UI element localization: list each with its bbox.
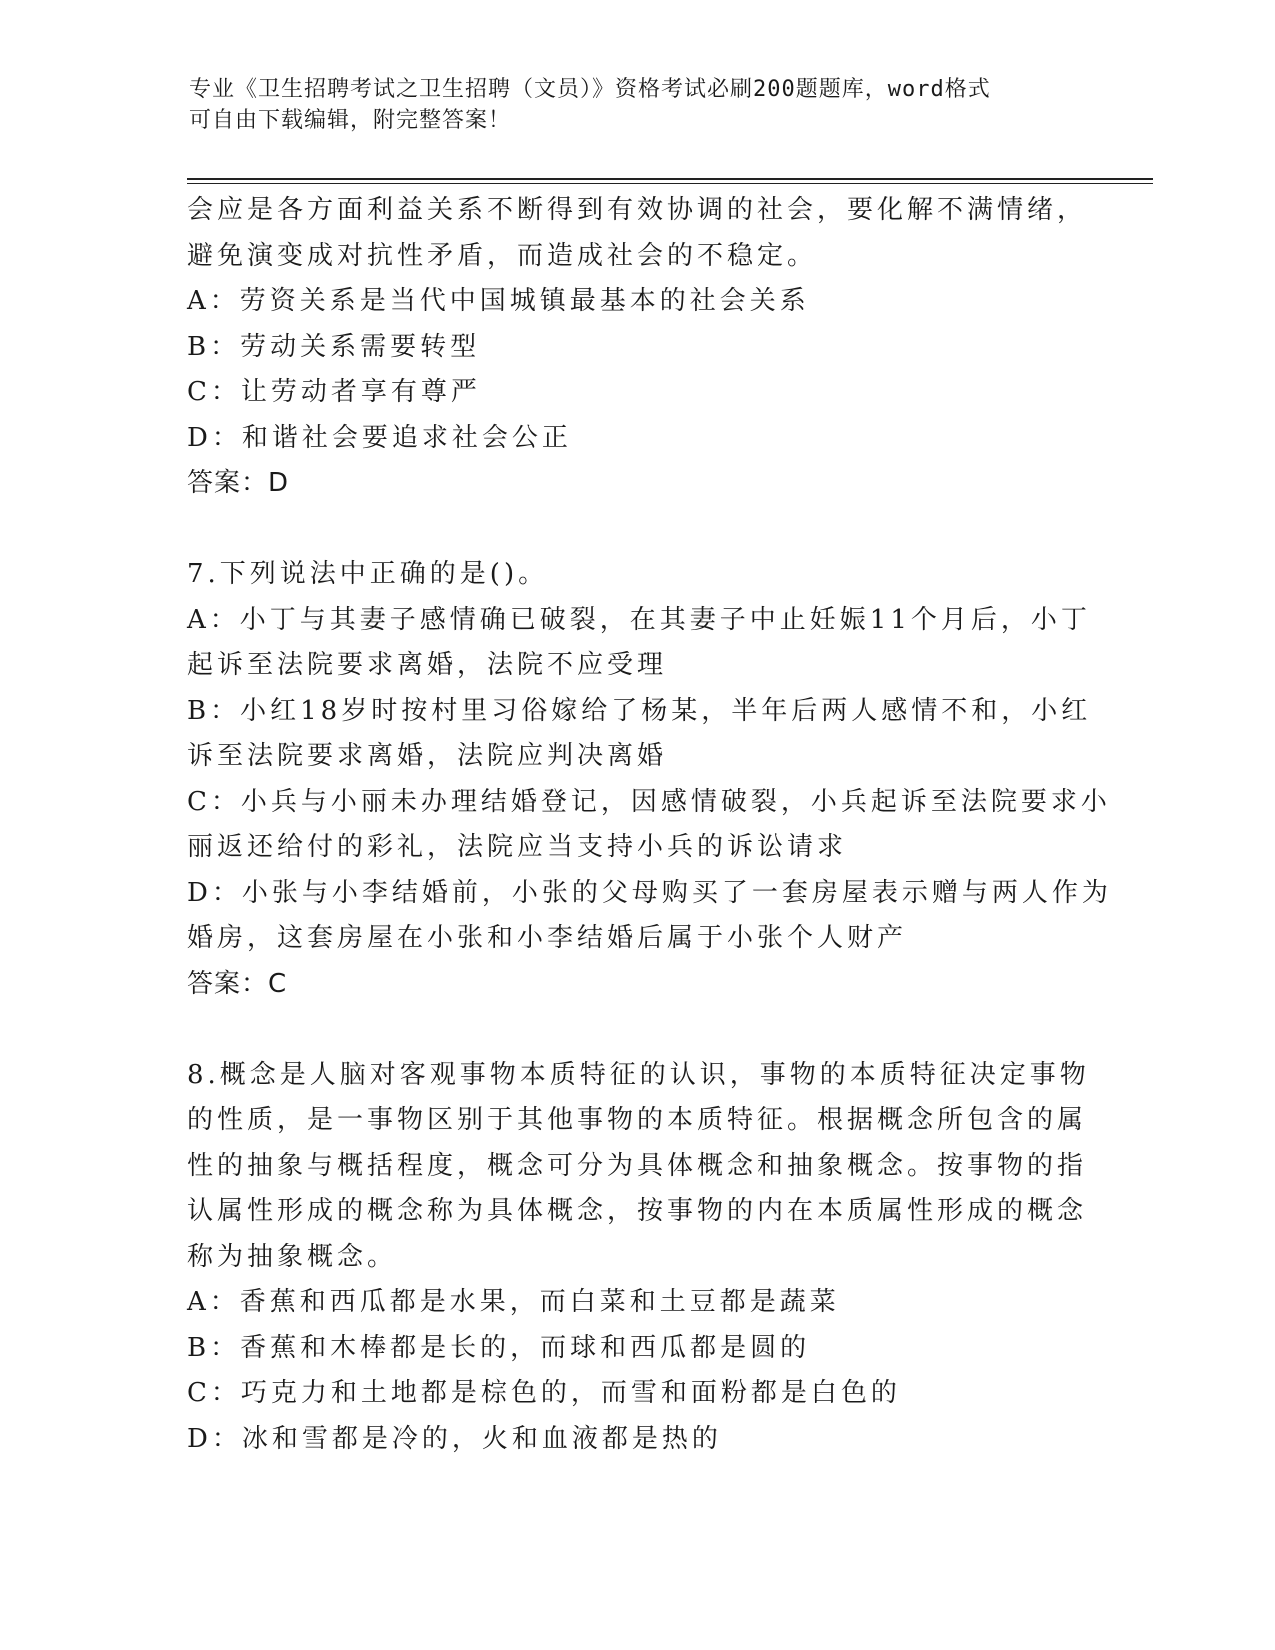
question-6 bbox=[187, 188, 1088, 507]
header-title-line: 专业《卫生招聘考试之卫生招聘（文员）》资格考试必刷200题题库，word格式 bbox=[189, 77, 991, 102]
question-content bbox=[187, 188, 1112, 1462]
option-d-continued: 婚房，这套房屋在小张和小李结婚后属于小张个人财产 bbox=[187, 923, 908, 953]
option-a-continued: 起诉至法院要求离婚，法院不应受理 bbox=[187, 650, 668, 680]
option-a: A：香蕉和西瓜都是水果，而白菜和土豆都是蔬菜 bbox=[187, 1287, 840, 1317]
option-c: C：巧克力和土地都是棕色的，而雪和面粉都是白色的 bbox=[187, 1378, 901, 1408]
option-b: B：香蕉和木棒都是长的，而球和西瓜都是圆的 bbox=[187, 1332, 811, 1363]
option-b-continued: 诉至法院要求离婚，法院应判决离婚 bbox=[187, 741, 668, 771]
question-stem-line: 称为抽象概念。 bbox=[187, 1241, 398, 1272]
option-c: C：让劳动者享有尊严 bbox=[187, 377, 481, 407]
question-stem-line: 的性质，是一事物区别于其他事物的本质特征。根据概念所包含的属 bbox=[187, 1105, 1088, 1135]
question-8 bbox=[187, 1053, 1090, 1463]
question-stem: 7.下列说法中正确的是()。 bbox=[187, 559, 549, 589]
option-b: B：小红18岁时按村里习俗嫁给了杨某，半年后两人感情不和，小红 bbox=[187, 695, 1092, 726]
option-a: A：小丁与其妻子感情确已破裂，在其妻子中止妊娠11个月后，小丁 bbox=[187, 604, 1091, 635]
header-divider-thin bbox=[187, 183, 1153, 184]
option-c-continued: 丽返还给付的彩礼，法院应当支持小兵的诉讼请求 bbox=[187, 832, 848, 862]
option-c: C：小兵与小丽未办理结婚登记，因感情破裂，小兵起诉至法院要求小 bbox=[187, 786, 1111, 817]
header-subtitle-line: 可自由下载编辑，附完整答案！ bbox=[189, 108, 512, 133]
option-d: D：和谐社会要追求社会公正 bbox=[187, 422, 572, 453]
answer-line: 答案：C bbox=[187, 968, 288, 999]
option-a: A：劳资关系是当代中国城镇最基本的社会关系 bbox=[187, 286, 810, 316]
question-stem-line: 避免演变成对抗性矛盾，而造成社会的不稳定。 bbox=[187, 240, 818, 271]
question-7 bbox=[187, 552, 1112, 1007]
question-stem-line: 性的抽象与概括程度，概念可分为具体概念和抽象概念。按事物的指 bbox=[187, 1150, 1088, 1181]
option-d: D：小张与小李结婚前，小张的父母购买了一套房屋表示赠与两人作为 bbox=[187, 877, 1112, 908]
question-stem-line: 8.概念是人脑对客观事物本质特征的认识，事物的本质特征决定事物 bbox=[187, 1059, 1090, 1090]
header-divider-thick bbox=[187, 178, 1153, 180]
answer-line: 答案：D bbox=[187, 468, 290, 498]
option-b: B：劳动关系需要转型 bbox=[187, 331, 481, 362]
question-stem-line: 认属性形成的概念称为具体概念，按事物的内在本质属性形成的概念 bbox=[187, 1196, 1088, 1226]
spacer bbox=[187, 1007, 1077, 1053]
question-stem-line: 会应是各方面利益关系不断得到有效协调的社会，要化解不满情绪， bbox=[187, 195, 1088, 225]
spacer bbox=[187, 507, 1077, 553]
option-d: D：冰和雪都是冷的，火和血液都是热的 bbox=[187, 1423, 722, 1454]
page-header bbox=[189, 74, 1089, 136]
